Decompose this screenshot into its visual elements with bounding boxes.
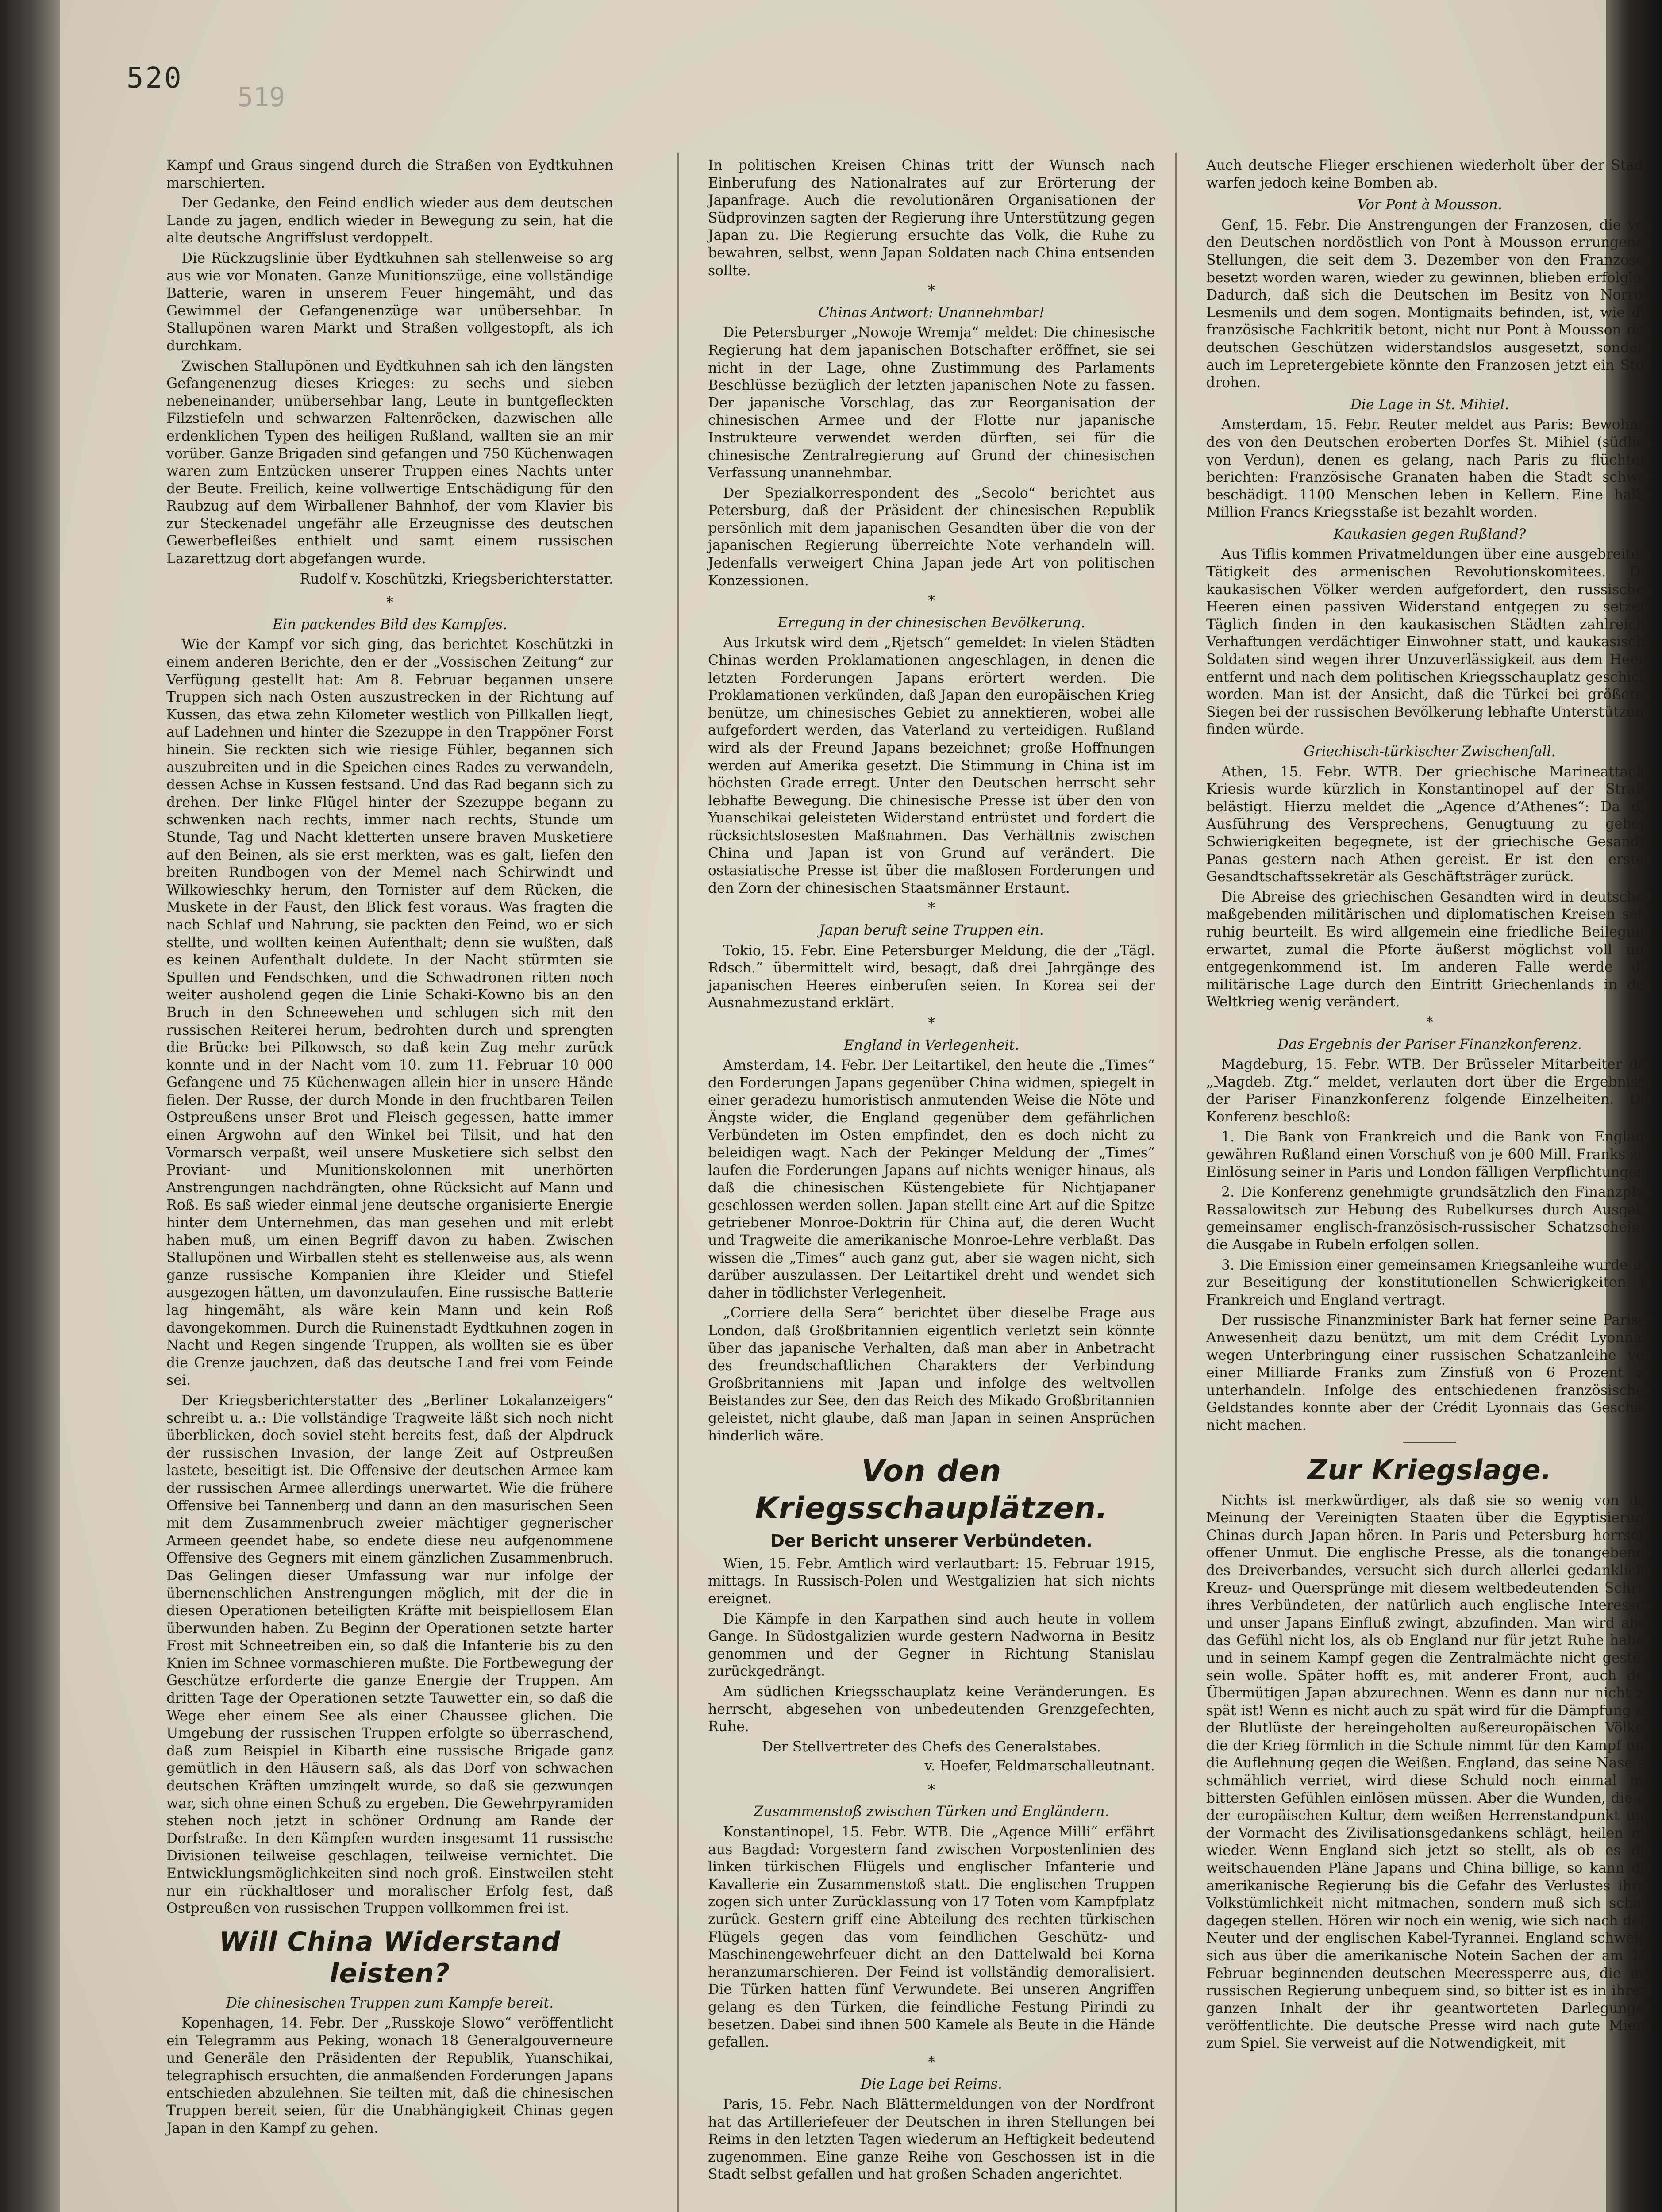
paragraph: Der Gedanke, den Feind endlich wieder aus dem deutschen Lande zu jagen, endlich wieder in Bewegung zu sein, hat die alte deutsche Angriffslust verdoppelt.: [166, 195, 613, 246]
paragraph: Athen, 15. Febr. WTB. Der griechische Marineattaché Kriesis wurde kürzlich in Konstantinopel auf der Straße belästigt. Hierzu meldet die „Agence d’Athenes“: Da die Ausführung des Versprechens, Genugtuung zu geben, Schwierigkeiten begegnete, ist der griechische Gesandte Panas gestern nach Athen gereist. Er ist den ersten Gesandtschaftssekretär als Geschäftsträger zurück.: [1206, 764, 1653, 885]
newspaper-page: [60, 0, 1653, 2212]
paragraph: 3. Die Emission einer gemeinsamen Kriegsanleihe wurde bis zur Beseitigung der konstitutionellen Schwierigkeiten in Frankreich und England vertragt.: [1206, 1257, 1653, 1308]
paragraph: Magdeburg, 15. Febr. WTB. Der Brüsseler Mitarbeiter der „Magdeb. Ztg.“ meldet, verlauten dort über die Ergebnisse der Pariser Finanzkonferenz folgende Einzelheiten. Die Konferenz beschloß:: [1206, 1056, 1653, 1125]
paragraph: Die Petersburger „Nowoje Wremja“ meldet: Die chinesische Regierung hat dem japanischen Botschafter eröffnet, sie sei nicht in der Lage, ohne Zustimmung des Parlaments Beschlüsse bezüglich der letzten japanischen Note zu fassen. Der japanische Vorschlag, das zur Reorganisation der chinesischen Armee und der Flotte nur japanische Instrukteure verwendet werden dürften, sei für die chinesische Zentralregierung auf Grund der chinesischen Verfassung unannehmbar.: [708, 325, 1155, 481]
separator-star: *: [928, 2054, 935, 2070]
paragraph: Der Spezialkorrespondent des „Secolo“ berichtet aus Petersburg, daß der Präsident der chinesischen Republik persönlich mit dem japanischen Gesandten über die von der japanischen Regierung überreichte Note verhandeln will. Jedenfalls verweigert China Japan jede Art von politischen Konzessionen.: [708, 485, 1155, 589]
paragraph: „Corriere della Sera“ berichtet über dieselbe Frage aus London, daß Großbritannien eigentlich verletzt sein könnte über das japanische Verhalten, daß man aber in Anbetracht des freundschaftlichen Charakters der Verbindung Großbritanniens mit Japan und infolge des weltvollen Beistandes zur See, den das Reich des Mikado Großbritannien geleistet, nicht glaube, daß man Japan in seinen Ansprüchen hinderlich wäre.: [708, 1305, 1155, 1444]
section-subheading: Japan beruft seine Truppen ein.: [819, 922, 1044, 938]
separator-star: *: [1426, 1014, 1433, 1030]
paragraph: Zwischen Stallupönen und Eydtkuhnen sah ich den längsten Gefangenenzug dieses Krieges: zu sechs und sieben nebeneinander, unübersehbar lang, Leute in buntgefleckten Filzstiefeln und schwarzen Faltenröcken, dazwischen alle erdenklichen Typen des heiligen Rußland, wallten sie an mir vorüber. Ganze Brigaden sind gefangen und 750 Küchenwagen waren zum Entzücken unserer Truppen eines Nachts unter der Beute. Freilich, keine vollwertige Entschädigung für den Raubzug auf dem Wirballener Bahnhof, der vom Klavier bis zur Steckenadel ungefähr alle Erzeugnisse des deutschen Gewerbefleißes enthielt und samt einem russischen Lazarettzug dort abgefangen wurde.: [166, 358, 613, 567]
paragraph: Der Kriegsberichterstatter des „Berliner Lokalanzeigers“ schreibt u. a.: Die vollständige Tragweite läßt sich noch nicht überblicken, doch soviel steht bereits fest, daß der Alpdruck der russischen Invasion, der lange Zeit auf Ostpreußen lastete, beseitigt ist. Die Offensive der deutschen Armee kam der russischen Armee allerdings unerwartet. Wie die frühere Offensive bei Tannenberg und dann an den masurischen Seen mit dem Zusammenbruch zweier mächtiger gegnerischer Armeen geendet habe, so endete diese neu aufgenommene Offensive des Gegners mit einem gänzlichen Zusammenbruch. Das Gelingen dieser Umfassung war nur infolge der übernenschlichen Anstrengungen möglich, mit der die in diesen Operationen beteiligten Kräfte mit beispiellosem Elan überwunden haben. Zu Beginn der Operationen setzte harter Frost mit Schneetreiben ein, so daß die Infanterie bis zu den Knien im Schnee vormaschieren mußte. Die Fortbewegung der Geschütze erforderte die ganze Energie der Truppen. Am dritten Tage der Operationen setzte Tauwetter ein, so daß die Wege eher einem See als einer Chaussee glichen. Die Umgebung der russischen Truppen erfolgte so überraschend, daß zum Beispiel in Kibarth eine russische Brigade ganz gemütlich in den Häusern saß, als das Dorf von schwachen deutschen Kräften umzingelt wurde, so daß sie gezwungen war, sich ohne einen Schuß zu ergeben. Die Gewehrpyramiden stehen noch jetzt in schöner Ordnung am Rande der Dorfstraße. In den Kämpfen wurden insgesamt 11 russische Divisionen teilweise geschlagen, teilweise vernichtet. Die Entwicklungsmöglichkeiten sind noch groß. Einstweilen steht nur ein rückhaltloser und moralischer Erfolg fest, daß Ostpreußen von russischen Truppen vollkommen frei ist.: [166, 1392, 613, 1917]
paragraph: Kampf und Graus singend durch die Straßen von Eydtkuhnen marschierten.: [166, 157, 613, 191]
section-subheading: Kaukasien gegen Rußland?: [1333, 526, 1526, 542]
headline-kriegsschauplaetze: Von den Kriegsschauplätzen.: [755, 1454, 1108, 1526]
paragraph: Konstantinopel, 15. Febr. WTB. Die „Agence Milli“ erfährt aus Bagdad: Vorgestern fand zwischen Vorpostenlinien des linken türkischen Flügels und englischer Infanterie und Kavallerie ein Zusammenstoß statt. Die englischen Truppen zogen sich unter Zurücklassung von 17 Toten vom Kampfplatz zurück. Gestern griff eine Abteilung des rechten türkischen Flügels gegen das vom feindlichen Geschütz- und Maschinengewehrfeuer dicht an den Dattelwald bei Korna heranzumarschieren. Der Feind ist vollständig demoralisiert. Die Türken hatten fünf Verwundete. Bei unseren Angriffen gelang es den Türken, die feindliche Festung Pirindi zu besetzen. Dabei sind ihnen 500 Kamele als Beute in die Hände gefallen.: [708, 1824, 1155, 2051]
column-1: [166, 157, 613, 2140]
paragraph: Nichts ist merkwürdiger, als daß sie so wenig von der Meinung der Vereinigten Staaten über die Egyptisierung Chinas durch Japan hören. In Paris und Petersburg herrscht offener Unmut. Die englische Presse, als die tonangebende des Dreiverbandes, versucht sich durch allerlei gedankliche Kreuz- und Quersprünge mit diesem weltbedeutenden Schritt ihres Verbündeten, der natürlich auch englische Interessen und unser Japans Einfluß zwingt, abzufinden. Man wird aber das Gefühl nicht los, als ob England nur für jetzt Ruhe haben und in seinem Kampf gegen die Zentralmächte nicht gestört sein wolle. Später hofft es, mit anderer Front, auch den Übermütigen Japan abzurechnen. Wenn es dann nur nicht zu spät ist! Wenn es nicht auch zu spät wird für die Dämpfung all der Blutlüste der hereingeholten außereuropäischen Völker, die der Krieg förmlich in die Schule nimmt für den Kampf und die Auflehnung gegen die Weißen. England, das seine Nase so schmählich verriet, wird diese Schuld noch einmal mit bittersten Gefühlen einlösen müssen. Aber die Wunden, die es der europäischen Kultur, dem weißen Herrenstandpunkt und der Vormacht des Zivilisationsgedankens schlägt, heilen nie wieder. Wenn England sich jetzt so stellt, als ob es die weitschauenden Pläne Japans und China billige, so kann die amerikanische Regierung bis die Gefahr des Verlustes ihrer Volkstümlichkeit nicht mitmachen, sondern muß sich scharf dagegen stellen. Hören wir noch ein wenig, wie sich nach dem Neuter und der englischen Kabel-Tyrannei. England schweigt sich aus über die amerikanische Notein Sachen der am 18. Februar beginnenden deutschen Meeressperre aus, die mit russischen Regierung unbequem sind, so bitter ist es in ihrem ganzen Inhalt der ihr geantworteten Darlegungen veröffentlichte. Die deutsche Presse wird nach gute Miene zum Spiel. Sie verweist auf die Notwendigkeit, mit: [1206, 1492, 1653, 2051]
column-rule: [677, 153, 679, 2212]
paragraph: Wien, 15. Febr. Amtlich wird verlautbart: 15. Februar 1915, mittags. In Russisch-Polen und Westgalizien hat sich nichts ereignet.: [708, 1555, 1155, 1607]
section-subheading: Chinas Antwort: Unannehmbar!: [818, 304, 1045, 321]
page-number-bleedthrough: 519: [237, 82, 285, 113]
paragraph: Die Abreise des griechischen Gesandten wird in deutschen maßgebenden militärischen und diplomatischen Kreisen sehr ruhig beurteilt. Es wird allgemein eine friedliche Beilegung erwartet, zumal die Pforte äußerst möglichst voll und entgegenkommend ist. Im anderen Falle werde die militärische Lage durch den Eintritt Griechenlands in den Weltkrieg wenig verändert.: [1206, 889, 1653, 1010]
paragraph: 1. Die Bank von Frankreich und die Bank von England gewähren Rußland einen Vorschuß von je 600 Mill. Franks zur Einlösung seiner in Paris und London fälligen Verpflichtungen.: [1206, 1129, 1653, 1180]
divider: [1403, 1442, 1456, 1443]
section-subheading: Das Ergebnis der Pariser Finanzkonferenz.: [1277, 1036, 1582, 1052]
headline-kriegslage: Zur Kriegslage.: [1307, 1453, 1552, 1486]
paragraph: In politischen Kreisen Chinas tritt der Wunsch nach Einberufung des Nationalrates auf zur Erörterung der Japanfrage. Auch die revolutionären Organisationen der Südprovinzen sagten der Regierung ihre Unterstützung gegen Japan zu. Die Regierung ersuchte das Volk, die Ruhe zu bewahren, selbst, wenn Japan Soldaten nach China entsenden sollte.: [708, 157, 1155, 279]
section-subheading: Der Bericht unserer Verbündeten.: [770, 1531, 1093, 1551]
separator-star: *: [928, 593, 935, 609]
section-subheading: Die chinesischen Truppen zum Kampfe bereit.: [226, 1995, 554, 2011]
headline-china: Will China Widerstand leisten?: [219, 1926, 561, 1989]
column-2: [708, 157, 1155, 2186]
column-3: [1206, 157, 1653, 2055]
paragraph: Die Kämpfe in den Karpathen sind auch heute in vollem Gange. In Südostgalizien wurde gestern Nadworna in Besitz genommen und der Gegner in Richtung Stanislau zurückgedrängt.: [708, 1611, 1155, 1680]
section-subheading: Zusammenstoß zwischen Türken und Engländern.: [754, 1804, 1109, 1820]
paragraph: Der russische Finanzminister Bark hat ferner seine Pariser Anwesenheit dazu benützt, um mit dem Crédit Lyonnais wegen Unterbringung einer russischen Schatzanleihe von einer Milliarde Franks zum Zinsfuß von 6 Prozent zu unterhandeln. Infolge des entschiedenen französischen Geldstandes konnte aber der Crédit Lyonnais das Geschäft nicht machen.: [1206, 1312, 1653, 1433]
separator-star: *: [928, 1782, 935, 1798]
signature-name: v. Hoefer, Feldmarschalleutnant.: [924, 1758, 1155, 1774]
section-subheading: England in Verlegenheit.: [843, 1037, 1020, 1053]
section-subheading: Vor Pont à Mousson.: [1357, 197, 1502, 213]
separator-star: *: [928, 900, 935, 917]
paragraph: Auch deutsche Flieger erschienen wiederholt über der Stadt, warfen jedoch keine Bomben ab.: [1206, 157, 1653, 191]
section-subheading: Erregung in der chinesischen Bevölkerung.: [777, 614, 1085, 631]
separator-star: *: [386, 595, 393, 611]
paragraph: Amsterdam, 15. Febr. Reuter meldet aus Paris: Bewohner des von den Deutschen eroberten Dorfes St. Mihiel (südlich von Verdun), denen es gelang, nach Paris zu flüchten, berichten: Französische Granaten haben die Stadt schwer beschädigt. 1100 Menschen leben in Kellern. Eine halbe Million Francs Kriegsstaße ist bezahlt worden.: [1206, 417, 1653, 521]
paragraph: Paris, 15. Febr. Nach Blättermeldungen von der Nordfront hat das Artilleriefeuer der Deutschen in ihren Stellungen bei Reims in den letzten Tagen wiederum an Heftigkeit bedeutend zugenommen. Eine ganze Reihe von Geschossen ist in die Stadt selbst gefallen und hat großen Schaden angerichtet.: [708, 2096, 1155, 2183]
section-subheading: Griechisch-türkischer Zwischenfall.: [1304, 744, 1556, 760]
page-number: 520: [127, 62, 183, 95]
paragraph: Die Rückzugslinie über Eydtkuhnen sah stellenweise so arg aus wie vor Monaten. Ganze Munitionszüge, eine vollständige Batterie, waren in unserem Feuer hingemäht, und das Gewimmel der Gefangenenzüge war unübersehbar. In Stallupönen waren Markt und Straßen vollgestopft, als ich durchkam.: [166, 250, 613, 354]
paragraph: Wie der Kampf vor sich ging, das berichtet Koschützki in einem anderen Berichte, den er der „Vossischen Zeitung“ zur Verfügung gestellt hat: Am 8. Februar begannen unsere Truppen sich nach Osten auszustrecken in der Richtung auf Kussen, das etwa zehn Kilometer westlich von Pillkallen liegt, auf Ladehnen und hinter die Szezuppe in den Trappöner Forst hinein. Sie reckten sich wie riesige Fühler, begannen sich auszubreiten und in die Speichen eines Rades zu verwandeln, dessen Achse in Kussen festsand. Und das Rad begann sich zu drehen. Der linke Flügel hinter der Szezuppe begann zu schwenken nach rechts, immer nach rechts, Stunde um Stunde, Tag und Nacht kletterten unsere braven Musketiere auf den Beinen, als sie erst merkten, was es galt, liefen den breiten Rundbogen von der Memel nach Schirwindt und Wilkowieschky herum, den Tornister auf dem Rücken, die Muskete in der Faust, den Blick fest voraus. Was fragten die nach Schlaf und Nahrung, sie packten den Feind, wo er sich stellte, und wollten keinen Aufenthalt; denn sie wußten, daß es keinen Aufenthalt duldete. In der Nacht stürmten sie Spullen und Fendschken, und die Schwadronen ritten noch weiter ausholend gegen die Linie Schaki-Kowno bis an den Bruch in den Schneewehen und schlugen sich mit den russischen Reiterei herum, bedrohten durch und sprengten die Brücke bei Pilkowsch, so daß kein Zug mehr zurück konnte und in der Nacht vom 10. zum 11. Februar 10 000 Gefangene und 75 Küchenwagen allein hier in unsere Hände fielen. Der Russe, der durch Monde in den fruchtbaren Teilen Ostpreußens unser Brot und Fleisch gegessen, hatte immer einen Argwohn auf den Winkel bei Tilsit, und hat den Vormarsch verpaßt, weil unsere Musketiere sich selbst den Proviant- und Munitionskolonnen mit unerhörten Anstrengungen nachdrängten, ohne Rücksicht auf Mann und Roß. Es saß wieder einmal jene deutsche organisierte Energie hinter dem Unternehmen, das man gesehen und mit erlebt haben muß, um einen Begriff davon zu haben. Zwischen Stallupönen und Wirballen steht es stellenweise aus, als wenn ganze russische Kompanien ihre Kleider und Stiefel ausgezogen hätten, um davonzulaufen. Eine russische Batterie lag hingemäht, als wäre kein Mann und kein Roß davongekommen. Durch die Ruinenstadt Eydtkuhnen zogen in Nacht und Regen singende Truppen, als wollten sie es über die Grenze jauchzen, daß das deutsche Land frei vom Feinde sei.: [166, 637, 613, 1389]
separator-star: *: [928, 283, 935, 299]
scan-left-edge: [0, 0, 60, 2212]
section-subheading: Die Lage in St. Mihiel.: [1350, 396, 1509, 413]
paragraph: Tokio, 15. Febr. Eine Petersburger Meldung, die der „Tägl. Rdsch.“ übermittelt wird, besagt, daß drei Jahrgänge des japanischen Heeres einberufen seien. In Korea sei der Ausnahmezustand erklärt.: [708, 942, 1155, 1011]
byline: Rudolf v. Koschützki, Kriegsberichterstatter.: [300, 571, 613, 587]
paragraph: Aus Irkutsk wird dem „Rjetsch“ gemeldet: In vielen Städten Chinas werden Proklamationen angeschlagen, in denen die letzten Forderungen Japans erörtert werden. Die Proklamationen verkünden, daß Japan den europäischen Krieg benütze, um chinesisches Gebiet zu annektieren, wobei alle aufgefordert werden, das Vaterland zu verteidigen. Rußland wird als der Freund Japans bezeichnet; große Hoffnungen werden auf Amerika gesetzt. Die Stimmung in China ist im höchsten Grade erregt. Unter den Deutschen herrscht sehr lebhafte Bewegung. Die chinesische Presse ist über den von Yuanschikai geleisteten Widerstand entrüstet und fordert die rücksichtslosesten Maßnahmen. Das Verhältnis zwischen China und Japan ist von Grund auf verändert. Die ostasiatische Presse ist über die maßlosen Forderungen und den Zorn der chinesischen Staatsmänner Erstaunt.: [708, 635, 1155, 896]
column-rule: [1175, 153, 1177, 2212]
paragraph: Genf, 15. Febr. Die Anstrengungen der Franzosen, die von den Deutschen nordöstlich von Pont à Mousson errungenen Stellungen, die seit dem 3. Dezember von den Franzosen besetzt worden waren, wieder zu gewinnen, blieben erfolglos. Dadurch, daß sich die Deutschen im Besitz von Norroy, Lesmenils und dem sogen. Montignaits befinden, ist, wie die französische Fachkritik betont, nicht nur Pont à Mousson den deutschen Geschützen widerstandslos ausgesetzt, sondern auch im Lepretergebiete könnte den Franzosen jetzt ein Stoß drohen.: [1206, 217, 1653, 391]
section-subheading: Die Lage bei Reims.: [861, 2076, 1002, 2093]
signature-line: Der Stellvertreter des Chefs des Generalstabes.: [762, 1739, 1101, 1755]
separator-star: *: [928, 1015, 935, 1031]
paragraph: Amsterdam, 14. Febr. Der Leitartikel, den heute die „Times“ den Forderungen Japans gegenüber China widmen, spiegelt in einer geradezu humoristisch anmutenden Weise die Nöte und Ängste wider, die England gegenüber dem gefährlichen Verbündeten im Osten empfindet, den es doch nicht zu beleidigen wagt. Nach der Pekinger Meldung der „Times“ laufen die Forderungen Japans auf nichts weniger hinaus, als daß die chinesischen Küstengebiete für Nichtjapaner geschlossen werden sollen. Japan stellt eine Art auf die Spitze getriebener Monroe-Doktrin für China auf, die deren Wucht und Tragweite die amerikanische Monroe-Lehre verblaßt. Das wissen die „Times“ auch ganz gut, aber sie wagen nicht, sich darüber auszulassen. Der Leitartikel dreht und wendet sich daher in tödlichster Verlegenheit.: [708, 1057, 1155, 1301]
section-subheading: Ein packendes Bild des Kampfes.: [272, 616, 508, 633]
paragraph: Am südlichen Kriegsschauplatz keine Veränderungen. Es herrscht, abgesehen von unbedeutenden Grenzgefechten, Ruhe.: [708, 1683, 1155, 1735]
paragraph: Kopenhagen, 14. Febr. Der „Russkoje Slowo“ veröffentlicht ein Telegramm aus Peking, wonach 18 Generalgouverneure und Generäle den Präsidenten der Republik, Yuanschikai, telegraphisch ersuchten, die anmaßenden Forderungen Japans entschieden abzulehnen. Sie teilten mit, daß die chinesischen Truppen bereit seien, für die Unabhängigkeit Chinas gegen Japan in den Kampf zu gehen.: [166, 2015, 613, 2136]
paragraph: Aus Tiflis kommen Privatmeldungen über eine ausgebreitete Tätigkeit des armenischen Revolutionskomitees. Die kaukasischen Völker werden aufgefordert, den russischen Heeren einen passiven Widerstand entgegen zu setzen. Täglich finden in den kaukasischen Städten zahlreiche Verhaftungen verdächtiger Einwohner statt, und kaukasische Soldaten sind wegen ihrer Unzuverlässigkeit aus dem Heere entfernt und nach dem politischen Kriegsschauplatz geschickt worden. Man ist der Ansicht, daß die Türkei bei größeren Siegen bei der russischen Bevölkerung lebhafte Unterstützung finden würde.: [1206, 546, 1653, 738]
paragraph: 2. Die Konferenz genehmigte grundsätzlich den Finanzplan Rassalowitsch zur Hebung des Rubelkurses durch Ausgabe gemeinsamer englisch-französisch-russischer Schatzscheine, die Ausgabe in Rubeln erfolgen sollen.: [1206, 1184, 1653, 1253]
